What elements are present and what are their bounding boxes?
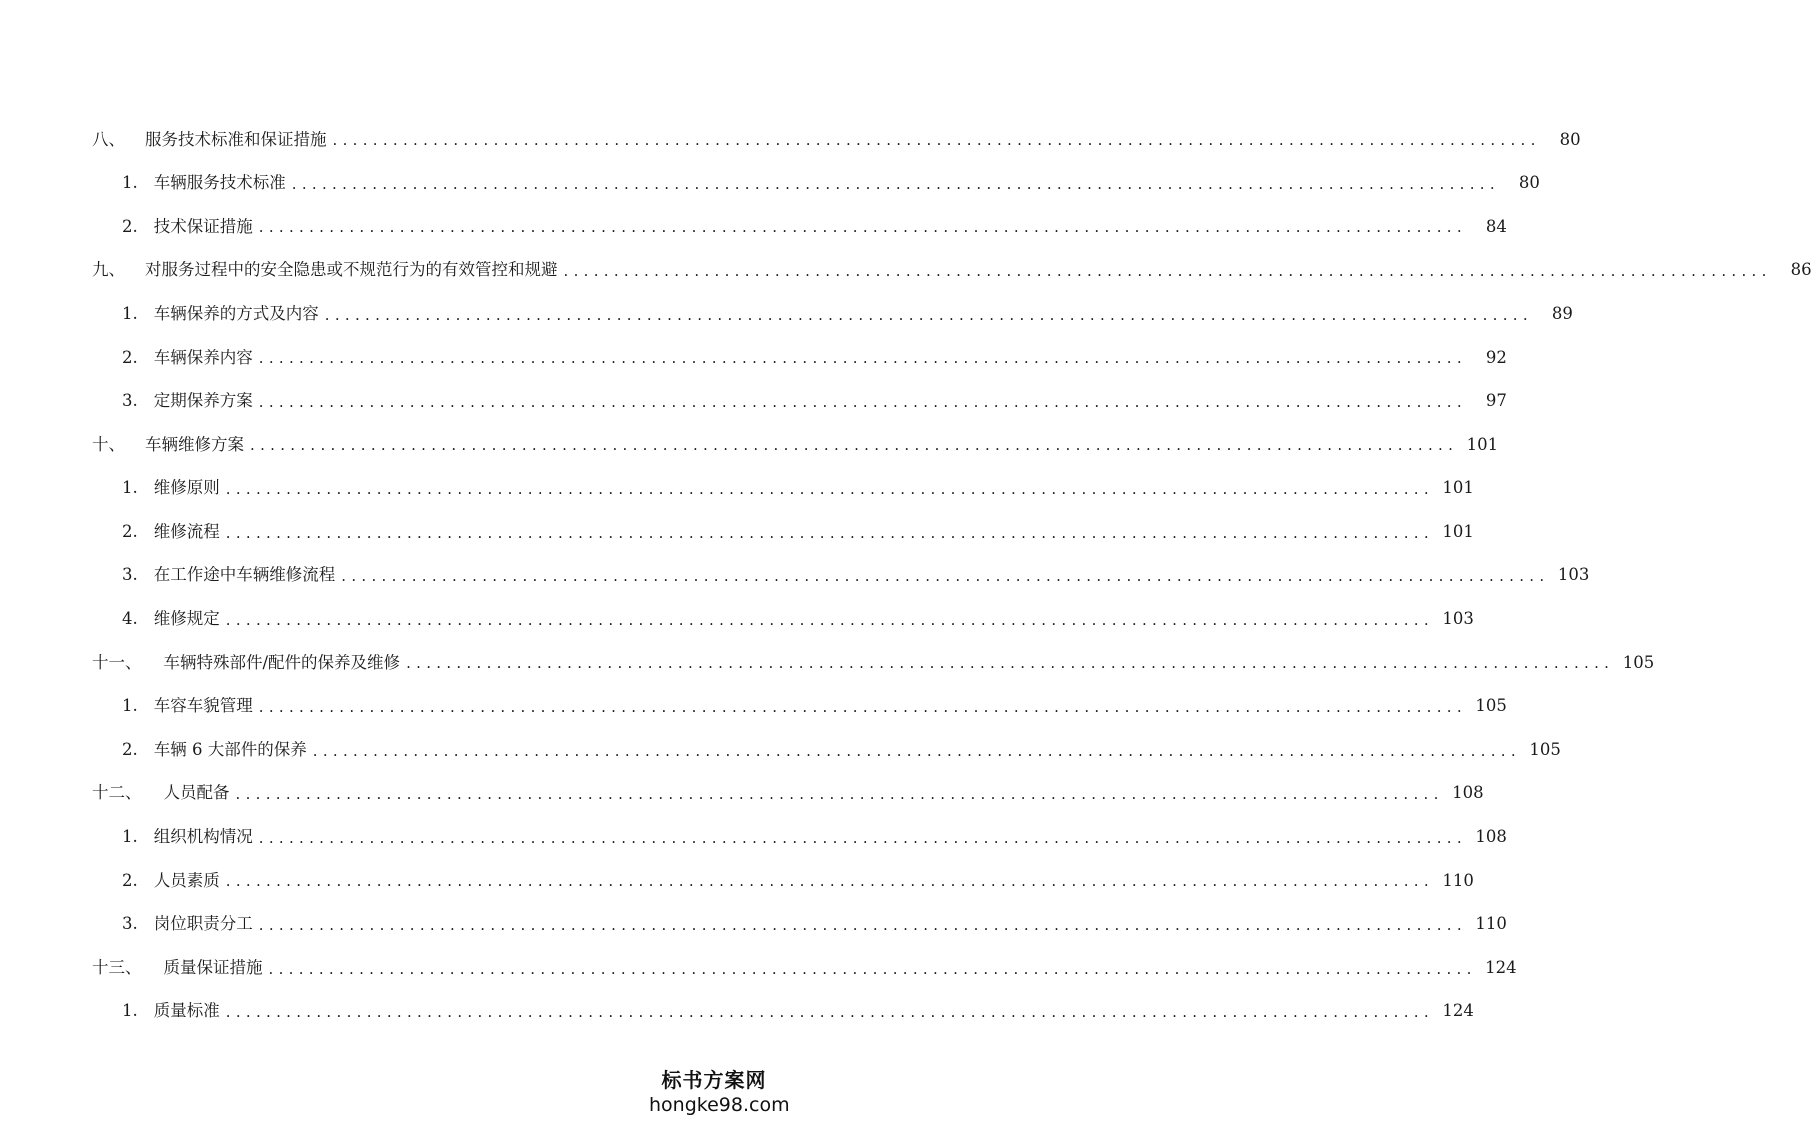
toc-dot-leader: ........................................................................................................................ <box>312 741 1521 760</box>
toc-dot-leader: ........................................................................................................................ <box>406 654 1615 673</box>
toc-section-entry[interactable] <box>0 292 1573 336</box>
toc-entry-number: 1. <box>122 303 138 323</box>
toc-dot-leader: ........................................................................................................................ <box>258 218 1467 237</box>
toc-entry-title: 车辆服务技术标准 <box>153 173 286 193</box>
toc-chapter-entry[interactable] <box>0 772 1484 816</box>
toc-entry-title: 质量标准 <box>153 1001 220 1021</box>
toc-entry-title: 车辆 6 大部件的保养 <box>153 739 307 759</box>
toc-page-number: 92 <box>1485 347 1507 367</box>
toc-section-entry[interactable] <box>0 380 1507 424</box>
toc-entry-number: 3. <box>122 914 138 934</box>
toc-section-entry[interactable] <box>0 162 1540 206</box>
toc-entry-number: 4. <box>122 609 138 629</box>
toc-dot-leader: ........................................................................................................................ <box>341 567 1550 586</box>
toc-chapter-entry[interactable] <box>0 423 1499 467</box>
toc-chapter-entry[interactable] <box>0 641 1655 685</box>
toc-section-entry[interactable] <box>0 859 1474 903</box>
toc-page-number: 97 <box>1485 391 1507 411</box>
toc-dot-leader: ........................................................................................................................ <box>225 480 1434 499</box>
toc-section-entry[interactable] <box>0 205 1507 249</box>
toc-dot-leader: ........................................................................................................................ <box>225 872 1434 891</box>
toc-entry-number: 2. <box>122 870 138 890</box>
site-watermark <box>649 1064 790 1116</box>
toc-section-entry[interactable] <box>0 903 1507 947</box>
toc-dot-leader: ........................................................................................................................ <box>225 523 1434 542</box>
table-of-contents <box>0 118 1812 1033</box>
toc-dot-leader: ........................................................................................................................ <box>291 174 1500 193</box>
toc-section-entry[interactable] <box>0 336 1507 380</box>
toc-section-entry[interactable] <box>0 598 1474 642</box>
toc-entry-number: 1. <box>122 696 138 716</box>
toc-entry-title: 定期保养方案 <box>153 391 253 411</box>
toc-page-number: 108 <box>1452 783 1484 803</box>
toc-page-number: 103 <box>1442 609 1474 629</box>
toc-page-number: 124 <box>1442 1001 1474 1021</box>
toc-entry-title: 车辆保养的方式及内容 <box>153 303 319 323</box>
toc-dot-leader: ........................................................................................................................ <box>258 915 1467 934</box>
toc-entry-title: 维修流程 <box>153 521 220 541</box>
toc-section-entry[interactable] <box>0 685 1507 729</box>
toc-chapter-entry[interactable] <box>0 118 1581 162</box>
toc-entry-title: 对服务过程中的安全隐患或不规范行为的有效管控和规避 <box>145 260 558 280</box>
toc-entry-number: 十三、 <box>92 957 142 977</box>
toc-page-number: 80 <box>1518 173 1540 193</box>
toc-page-number: 105 <box>1622 652 1655 672</box>
toc-entry-number: 3. <box>122 391 138 411</box>
toc-entry-title: 技术保证措施 <box>153 216 253 236</box>
toc-entry-title: 人员配备 <box>163 783 230 803</box>
toc-entry-number: 1. <box>122 827 138 847</box>
toc-entry-title: 维修原则 <box>153 478 220 498</box>
toc-dot-leader: ........................................................................................................................ <box>250 436 1459 455</box>
toc-section-entry[interactable] <box>0 816 1507 860</box>
toc-page-number: 110 <box>1442 870 1474 890</box>
toc-page-number: 80 <box>1559 129 1581 149</box>
toc-entry-title: 服务技术标准和保证措施 <box>145 129 327 149</box>
toc-page-number: 124 <box>1485 957 1517 977</box>
watermark-url: hongke98.com <box>649 1094 790 1116</box>
toc-entry-number: 2. <box>122 521 138 541</box>
toc-page-number: 86 <box>1790 260 1812 280</box>
toc-entry-number: 2. <box>122 347 138 367</box>
watermark-site-name: 标书方案网 <box>661 1068 767 1092</box>
toc-dot-leader: ........................................................................................................................ <box>258 392 1467 411</box>
toc-entry-number: 十一、 <box>92 652 142 672</box>
toc-entry-title: 维修规定 <box>153 609 220 629</box>
toc-entry-number: 1. <box>122 1001 138 1021</box>
toc-dot-leader: ........................................................................................................................ <box>258 698 1467 717</box>
toc-dot-leader: ........................................................................................................................ <box>332 131 1541 150</box>
toc-entry-title: 组织机构情况 <box>153 827 253 847</box>
toc-page-number: 84 <box>1485 216 1507 236</box>
toc-page-number: 101 <box>1442 521 1474 541</box>
toc-dot-leader: ........................................................................................................................ <box>258 828 1467 847</box>
toc-entry-title: 质量保证措施 <box>163 957 263 977</box>
toc-entry-number: 2. <box>122 739 138 759</box>
toc-chapter-entry[interactable] <box>0 946 1517 990</box>
toc-entry-title: 车辆特殊部件/配件的保养及维修 <box>163 652 401 672</box>
toc-entry-number: 九、 <box>92 260 125 280</box>
toc-section-entry[interactable] <box>0 467 1474 511</box>
toc-section-entry[interactable] <box>0 990 1474 1034</box>
toc-page-number: 89 <box>1551 303 1573 323</box>
toc-chapter-entry[interactable] <box>0 249 1812 293</box>
toc-entry-number: 2. <box>122 216 138 236</box>
toc-entry-number: 1. <box>122 173 138 193</box>
toc-entry-title: 车辆维修方案 <box>145 434 244 454</box>
toc-page-number: 110 <box>1475 914 1507 934</box>
toc-dot-leader: ........................................................................................................................ <box>235 785 1444 804</box>
toc-dot-leader: ........................................................................................................................ <box>258 349 1467 368</box>
toc-dot-leader: ........................................................................................................................ <box>563 262 1772 281</box>
toc-entry-title: 人员素质 <box>153 870 220 890</box>
toc-page-number: 105 <box>1475 696 1507 716</box>
toc-entry-title: 车辆保养内容 <box>153 347 253 367</box>
toc-section-entry[interactable] <box>0 510 1474 554</box>
toc-dot-leader: ........................................................................................................................ <box>225 1003 1434 1022</box>
toc-page-number: 108 <box>1475 827 1507 847</box>
toc-entry-number: 1. <box>122 478 138 498</box>
toc-entry-number: 十、 <box>92 434 125 454</box>
toc-entry-title: 岗位职责分工 <box>153 914 253 934</box>
toc-entry-title: 车容车貌管理 <box>153 696 253 716</box>
toc-page-number: 103 <box>1557 565 1590 585</box>
toc-dot-leader: ........................................................................................................................ <box>268 959 1477 978</box>
toc-entry-number: 3. <box>122 565 138 585</box>
toc-entry-number: 十二、 <box>92 783 142 803</box>
toc-entry-number: 八、 <box>92 129 125 149</box>
toc-section-entry[interactable] <box>0 728 1561 772</box>
toc-page-number: 101 <box>1466 434 1499 454</box>
toc-dot-leader: ........................................................................................................................ <box>225 610 1434 629</box>
toc-page-number: 105 <box>1529 739 1561 759</box>
toc-dot-leader: ........................................................................................................................ <box>324 305 1533 324</box>
toc-section-entry[interactable] <box>0 554 1590 598</box>
toc-entry-title: 在工作途中车辆维修流程 <box>153 565 336 585</box>
toc-page-number: 101 <box>1442 478 1474 498</box>
